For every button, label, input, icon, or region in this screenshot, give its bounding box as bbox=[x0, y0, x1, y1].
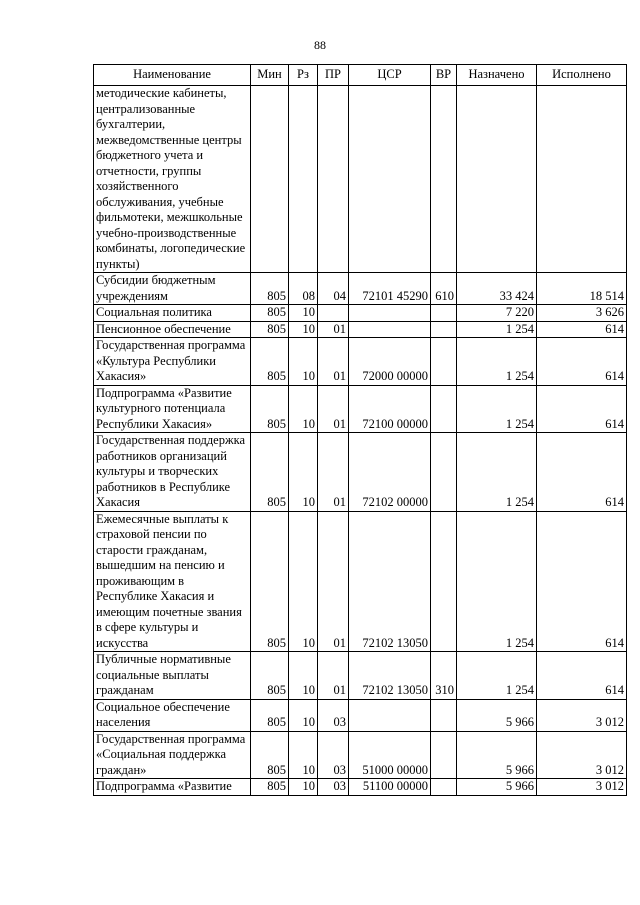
row-vr bbox=[431, 385, 457, 433]
row-executed: 3 626 bbox=[537, 305, 627, 322]
row-name: Социальное обеспечение населения bbox=[94, 699, 251, 731]
row-csr: 72100 00000 bbox=[349, 385, 431, 433]
row-executed: 614 bbox=[537, 321, 627, 338]
row-executed: 3 012 bbox=[537, 731, 627, 779]
row-assigned: 7 220 bbox=[457, 305, 537, 322]
row-csr: 72102 13050 bbox=[349, 652, 431, 700]
row-executed: 614 bbox=[537, 433, 627, 512]
row-name: Государственная программа «Культура Республики Хакасия» bbox=[94, 338, 251, 386]
row-assigned: 1 254 bbox=[457, 433, 537, 512]
row-assigned bbox=[457, 86, 537, 273]
row-vr bbox=[431, 86, 457, 273]
table-row bbox=[94, 433, 627, 512]
row-pr: 03 bbox=[318, 731, 349, 779]
table-row bbox=[94, 273, 627, 305]
row-assigned: 5 966 bbox=[457, 699, 537, 731]
row-rz: 10 bbox=[289, 305, 318, 322]
row-pr: 01 bbox=[318, 321, 349, 338]
row-name: Подпрограмма «Развитие bbox=[94, 779, 251, 796]
table-row bbox=[94, 321, 627, 338]
row-pr: 03 bbox=[318, 779, 349, 796]
row-rz: 10 bbox=[289, 652, 318, 700]
row-vr bbox=[431, 779, 457, 796]
row-rz: 08 bbox=[289, 273, 318, 305]
row-name: Социальная политика bbox=[94, 305, 251, 322]
row-executed bbox=[537, 86, 627, 273]
col-header-assigned: Назначено bbox=[457, 65, 537, 86]
row-csr bbox=[349, 321, 431, 338]
row-csr: 72102 13050 bbox=[349, 511, 431, 652]
row-executed: 18 514 bbox=[537, 273, 627, 305]
col-header-csr: ЦСР bbox=[349, 65, 431, 86]
row-assigned: 5 966 bbox=[457, 731, 537, 779]
row-name: методические кабинеты, централизованные бухгалтерии, межведомственные центры бюджетного учета и отчетности, группы хозяйственного обслуживания, учебные фильмотеки, межшкольные учебно-производственные комбинаты, логопедические пункты) bbox=[94, 86, 251, 273]
col-header-pr: ПР bbox=[318, 65, 349, 86]
row-assigned: 1 254 bbox=[457, 338, 537, 386]
row-rz: 10 bbox=[289, 699, 318, 731]
row-pr: 01 bbox=[318, 511, 349, 652]
row-executed: 614 bbox=[537, 511, 627, 652]
row-name: Пенсионное обеспечение bbox=[94, 321, 251, 338]
table-row bbox=[94, 511, 627, 652]
row-csr: 51000 00000 bbox=[349, 731, 431, 779]
row-csr: 51100 00000 bbox=[349, 779, 431, 796]
row-rz: 10 bbox=[289, 321, 318, 338]
row-pr bbox=[318, 86, 349, 273]
row-rz: 10 bbox=[289, 385, 318, 433]
row-vr: 610 bbox=[431, 273, 457, 305]
row-name: Государственная программа «Социальная поддержка граждан» bbox=[94, 731, 251, 779]
col-header-rz: Рз bbox=[289, 65, 318, 86]
row-min: 805 bbox=[251, 385, 289, 433]
row-vr: 310 bbox=[431, 652, 457, 700]
row-executed: 614 bbox=[537, 652, 627, 700]
row-name: Подпрограмма «Развитие культурного потенциала Республики Хакасия» bbox=[94, 385, 251, 433]
row-vr bbox=[431, 433, 457, 512]
col-header-executed: Исполнено bbox=[537, 65, 627, 86]
row-assigned: 1 254 bbox=[457, 511, 537, 652]
row-csr bbox=[349, 305, 431, 322]
row-assigned: 1 254 bbox=[457, 652, 537, 700]
row-vr bbox=[431, 731, 457, 779]
row-executed: 614 bbox=[537, 338, 627, 386]
row-pr bbox=[318, 305, 349, 322]
row-vr bbox=[431, 699, 457, 731]
row-min: 805 bbox=[251, 652, 289, 700]
row-assigned: 1 254 bbox=[457, 385, 537, 433]
row-csr: 72000 00000 bbox=[349, 338, 431, 386]
row-name: Ежемесячные выплаты к страховой пенсии по старости гражданам, вышедшим на пенсию и проживающим в Республике Хакасия и имеющим почетные звания в сфере культуры и искусства bbox=[94, 511, 251, 652]
row-min: 805 bbox=[251, 511, 289, 652]
row-rz: 10 bbox=[289, 779, 318, 796]
row-rz: 10 bbox=[289, 338, 318, 386]
col-header-vr: ВР bbox=[431, 65, 457, 86]
row-pr: 04 bbox=[318, 273, 349, 305]
row-pr: 01 bbox=[318, 652, 349, 700]
table-row bbox=[94, 86, 627, 273]
row-csr bbox=[349, 699, 431, 731]
table-row bbox=[94, 385, 627, 433]
row-name: Государственная поддержка работников организаций культуры и творческих работников в Республике Хакасия bbox=[94, 433, 251, 512]
row-vr bbox=[431, 305, 457, 322]
row-min: 805 bbox=[251, 305, 289, 322]
row-assigned: 1 254 bbox=[457, 321, 537, 338]
budget-table bbox=[93, 64, 627, 796]
row-assigned: 5 966 bbox=[457, 779, 537, 796]
row-executed: 3 012 bbox=[537, 699, 627, 731]
row-pr: 01 bbox=[318, 433, 349, 512]
page-number: 88 bbox=[314, 38, 326, 52]
row-executed: 3 012 bbox=[537, 779, 627, 796]
row-min bbox=[251, 86, 289, 273]
row-min: 805 bbox=[251, 338, 289, 386]
row-min: 805 bbox=[251, 273, 289, 305]
row-min: 805 bbox=[251, 779, 289, 796]
table-row bbox=[94, 338, 627, 386]
row-vr bbox=[431, 511, 457, 652]
row-assigned: 33 424 bbox=[457, 273, 537, 305]
col-header-name: Наименование bbox=[94, 65, 251, 86]
table-row bbox=[94, 305, 627, 322]
row-min: 805 bbox=[251, 321, 289, 338]
row-rz: 10 bbox=[289, 731, 318, 779]
row-pr: 01 bbox=[318, 385, 349, 433]
row-rz: 10 bbox=[289, 433, 318, 512]
row-min: 805 bbox=[251, 731, 289, 779]
row-name: Субсидии бюджетным учреждениям bbox=[94, 273, 251, 305]
row-csr: 72102 00000 bbox=[349, 433, 431, 512]
table-row bbox=[94, 652, 627, 700]
row-executed: 614 bbox=[537, 385, 627, 433]
row-min: 805 bbox=[251, 699, 289, 731]
row-rz bbox=[289, 86, 318, 273]
row-pr: 03 bbox=[318, 699, 349, 731]
row-name: Публичные нормативные социальные выплаты гражданам bbox=[94, 652, 251, 700]
table-row bbox=[94, 699, 627, 731]
row-csr bbox=[349, 86, 431, 273]
row-min: 805 bbox=[251, 433, 289, 512]
row-vr bbox=[431, 321, 457, 338]
row-csr: 72101 45290 bbox=[349, 273, 431, 305]
row-pr: 01 bbox=[318, 338, 349, 386]
row-vr bbox=[431, 338, 457, 386]
row-rz: 10 bbox=[289, 511, 318, 652]
table-row bbox=[94, 731, 627, 779]
col-header-min: Мин bbox=[251, 65, 289, 86]
table-row bbox=[94, 779, 627, 796]
table-header-row bbox=[94, 65, 627, 86]
